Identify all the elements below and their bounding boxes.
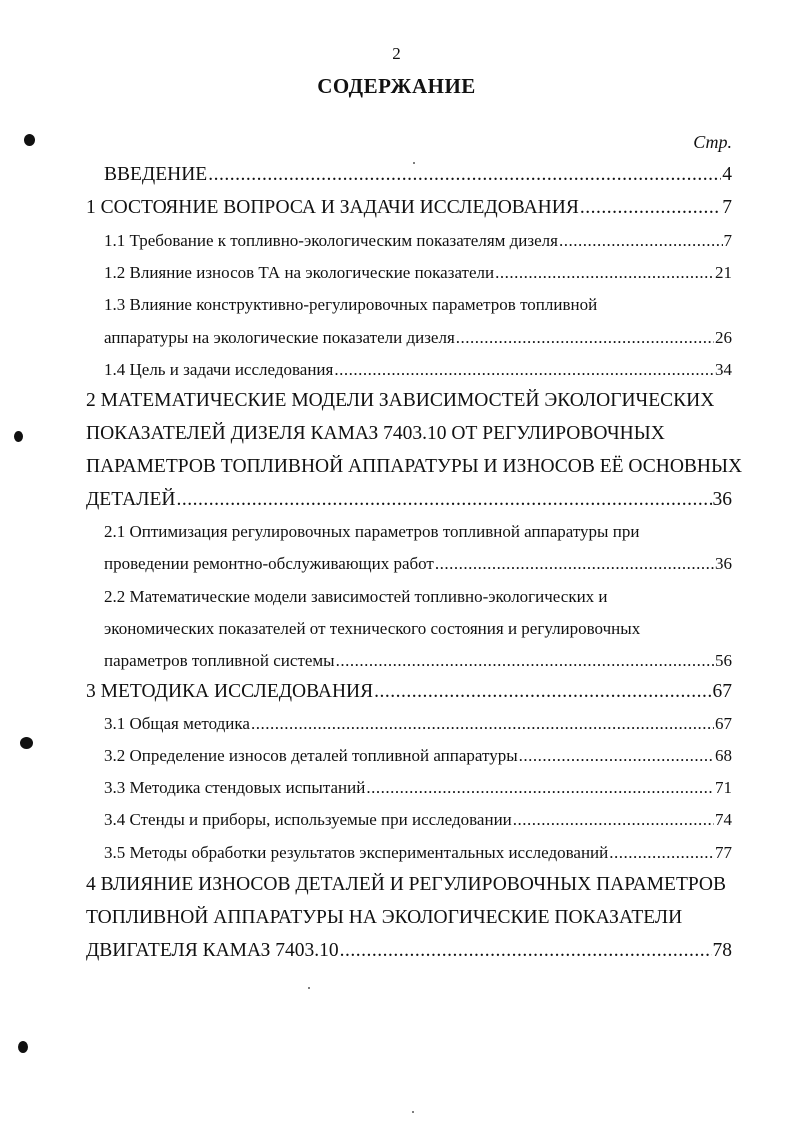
toc-entry-section-1-3-line1[interactable] [104,290,732,320]
toc-entry-section-3-2[interactable] [104,741,732,771]
toc-entry-text: 3.5 Методы обработки результатов экспериментальных исследований [104,843,609,862]
toc-entry-section-1-3[interactable] [104,323,732,353]
toc-dot-leader [513,805,714,835]
toc-page-number: 7 [723,231,732,250]
toc-dot-leader [334,355,714,385]
toc-entry-text: ВВЕДЕНИЕ [104,164,208,185]
toc-entry-chapter-4-line1[interactable] [86,870,732,900]
toc-page-number: 36 [712,489,732,510]
toc-entry-text: 3.2 Определение износов деталей топливной аппаратуры [104,746,518,765]
toc-entry-text: ПОКАЗАТЕЛЕЙ ДИЗЕЛЯ КАМАЗ 7403.10 ОТ РЕГУЛИРОВОЧНЫХ [86,423,665,444]
toc-page-number: 67 [712,681,732,702]
toc-entry-section-1-4[interactable] [104,355,732,385]
toc-entry-section-2-2[interactable] [104,646,732,676]
toc-entry-text: 3.4 Стенды и приборы, используемые при исследовании [104,810,512,829]
toc-dot-leader [519,741,714,771]
toc-page-number: 77 [715,843,732,862]
toc-dot-leader [336,646,714,676]
toc-entry-section-1-1[interactable] [104,226,732,256]
toc-entry-section-2-1-line1[interactable] [104,517,732,547]
toc-entry-chapter-2-line1[interactable] [86,386,732,416]
toc-dot-leader [435,549,714,579]
toc-page-number: 56 [715,651,732,670]
toc-entry-chapter-4[interactable] [86,936,732,966]
toc-page-number: 78 [712,940,732,961]
toc-dot-leader [609,838,714,868]
toc-page-number: 36 [715,554,732,573]
toc-entry-text: 1.1 Требование к топливно-экологическим показателям дизеля [104,231,558,250]
punch-hole-mark [20,737,33,749]
toc-entry-text: параметров топливной системы [104,651,335,670]
toc-page-number: 26 [715,328,732,347]
toc-page-number: 4 [722,164,732,185]
toc-entry-chapter-2[interactable] [86,485,732,515]
toc-entry-introduction[interactable] [104,160,732,190]
punch-hole-mark [14,431,23,442]
toc-entry-text: 1.4 Цель и задачи исследования [104,360,334,379]
toc-entry-text: экономических показателей от технического состояния и регулировочных [104,619,641,638]
toc-entry-text: проведении ремонтно-обслуживающих работ [104,554,434,573]
toc-entry-section-2-1[interactable] [104,549,732,579]
toc-dot-leader [176,485,711,515]
toc-entry-chapter-4-line2[interactable] [86,903,732,933]
toc-entry-chapter-3[interactable] [86,677,732,707]
toc-entry-section-2-2-line2[interactable] [104,614,732,644]
toc-entry-text: аппаратуры на экологические показатели дизеля [104,328,455,347]
toc-entry-section-2-2-line1[interactable] [104,582,732,612]
toc-dot-leader [340,936,712,966]
toc-page-number: 68 [715,746,732,765]
toc-entry-text: 4 ВЛИЯНИЕ ИЗНОСОВ ДЕТАЛЕЙ И РЕГУЛИРОВОЧНЫХ ПАРАМЕТРОВ [86,874,727,895]
toc-entry-section-1-2[interactable] [104,258,732,288]
page-column-label: Стр. [693,132,732,152]
toc-entry-text: ДВИГАТЕЛЯ КАМАЗ 7403.10 [86,940,339,961]
toc-page-number: 21 [715,263,732,282]
toc-entry-text: 1 СОСТОЯНИЕ ВОПРОСА И ЗАДАЧИ ИССЛЕДОВАНИЯ [86,197,579,218]
toc-dot-leader [208,160,721,190]
toc-entry-chapter-2-line2[interactable] [86,419,732,449]
toc-entry-chapter-2-line3[interactable] [86,452,743,482]
toc-entry-section-3-3[interactable] [104,773,732,803]
scan-speck [308,987,310,989]
toc-page-number: 34 [715,360,732,379]
toc-page-number: 7 [722,197,732,218]
toc-entry-section-3-5[interactable] [104,838,732,868]
toc-entry-text: ПАРАМЕТРОВ ТОПЛИВНОЙ АППАРАТУРЫ И ИЗНОСОВ ЕЁ ОСНОВНЫХ [86,456,743,477]
page-title: СОДЕРЖАНИЕ [317,74,476,98]
toc-entry-text: ДЕТАЛЕЙ [86,489,176,510]
toc-dot-leader [251,709,714,739]
punch-hole-mark [24,134,35,146]
toc-entry-text: 3.3 Методика стендовых испытаний [104,778,366,797]
toc-entry-text: 1.2 Влияние износов ТА на экологические показатели [104,263,495,282]
page-number: 2 [392,44,401,63]
toc-entry-text: 2 МАТЕМАТИЧЕСКИЕ МОДЕЛИ ЗАВИСИМОСТЕЙ ЭКОЛОГИЧЕСКИХ [86,390,715,411]
toc-entry-text: 3.1 Общая методика [104,714,250,733]
punch-hole-mark [18,1041,28,1053]
toc-dot-leader [495,258,714,288]
toc-entry-section-3-1[interactable] [104,709,732,739]
toc-page-number: 67 [715,714,732,733]
toc-dot-leader [580,193,721,223]
toc-entry-text: 1.3 Влияние конструктивно-регулировочных параметров топливной [104,295,598,314]
toc-entry-section-3-4[interactable] [104,805,732,835]
toc-dot-leader [456,323,714,353]
toc-page-number: 74 [715,810,732,829]
toc-entry-chapter-1[interactable] [86,193,732,223]
toc-page-number: 71 [715,778,732,797]
scan-speck [412,1111,414,1113]
toc-dot-leader [366,773,714,803]
toc-dot-leader [374,677,711,707]
toc-entry-text: 2.2 Математические модели зависимостей топливно-экологических и [104,587,608,606]
toc-dot-leader [559,226,723,256]
toc-entry-text: 3 МЕТОДИКА ИССЛЕДОВАНИЯ [86,681,374,702]
toc-entry-text: 2.1 Оптимизация регулировочных параметров топливной аппаратуры при [104,522,640,541]
toc-entry-text: ТОПЛИВНОЙ АППАРАТУРЫ НА ЭКОЛОГИЧЕСКИЕ ПОКАЗАТЕЛИ [86,907,683,928]
